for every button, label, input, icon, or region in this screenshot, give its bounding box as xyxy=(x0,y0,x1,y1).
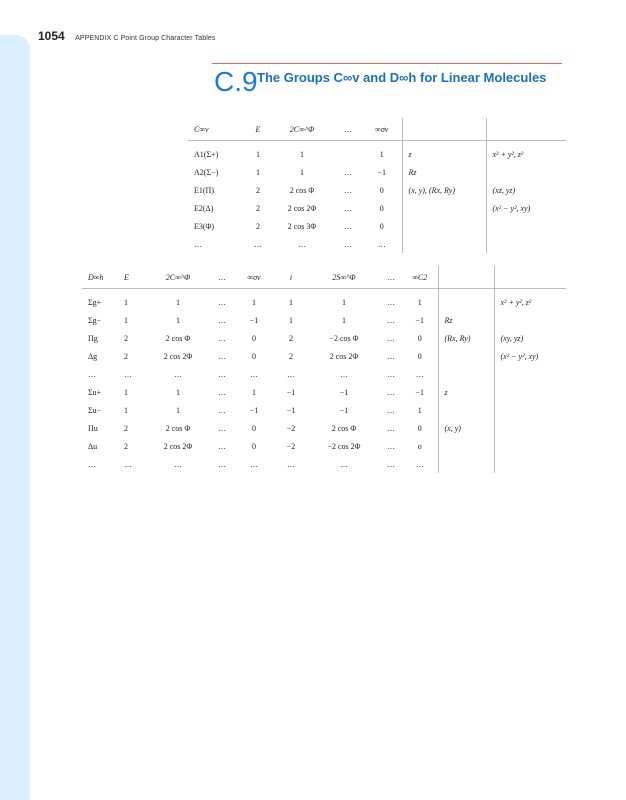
table-cell: 2 xyxy=(124,351,128,361)
table-header-cell: … xyxy=(210,266,234,289)
table-cell xyxy=(494,419,566,437)
table-cell: … xyxy=(340,459,348,469)
table-cell: E2(Δ) xyxy=(194,203,214,213)
table-cell xyxy=(334,145,362,163)
table-cell: … xyxy=(387,351,395,361)
table-cell xyxy=(494,383,566,401)
table-cell: (x² − y², xy) xyxy=(492,203,531,213)
table-header-cell xyxy=(494,266,566,289)
table-cell xyxy=(402,235,486,253)
table-cell: x² + y², z² xyxy=(500,297,532,307)
table-cell: −1 xyxy=(286,387,296,397)
table-cell: Rz xyxy=(402,163,486,181)
table-row xyxy=(188,217,566,235)
table-row xyxy=(82,311,566,329)
table-cell: 0 xyxy=(252,423,256,433)
table-cell xyxy=(494,365,566,383)
table-cell: −1 xyxy=(286,405,296,415)
table-header-cell xyxy=(438,266,494,289)
running-title: APPENDIX C Point Group Character Tables xyxy=(75,35,216,42)
table-row xyxy=(82,455,566,473)
table-cell: 2 cos 2Φ xyxy=(163,441,193,451)
table-row xyxy=(82,293,566,311)
table-header-cell xyxy=(486,118,566,141)
table-row xyxy=(188,145,566,163)
table-header-cell: E xyxy=(246,118,270,141)
table-cell: Σg− xyxy=(88,315,102,325)
table-cell: 2 cos 2Φ xyxy=(287,203,317,213)
table-row xyxy=(188,181,566,199)
table-cell: z xyxy=(402,145,486,163)
table-cell: … xyxy=(218,405,226,415)
table-cell: 2 cos Φ xyxy=(331,423,357,433)
table-cell: 1 xyxy=(289,297,293,307)
table-cell: … xyxy=(387,297,395,307)
table-cell: Rz xyxy=(438,311,494,329)
table-header-cell: 2C∞^Φ xyxy=(270,118,334,141)
table-cell: (Rx, Ry) xyxy=(438,329,494,347)
table-cell: −1 xyxy=(339,405,349,415)
table-cell: … xyxy=(254,239,262,249)
table-cell: … xyxy=(174,459,182,469)
section-number: C.9 xyxy=(214,66,258,97)
table-cell xyxy=(402,199,486,217)
table-cell: … xyxy=(387,423,395,433)
table-cell: … xyxy=(218,315,226,325)
table-cell: E3(Φ) xyxy=(194,221,215,231)
table-cell: … xyxy=(218,351,226,361)
page-number: 1054 xyxy=(38,29,65,43)
table-cell: … xyxy=(287,459,295,469)
table-header-cell: ∞C2 xyxy=(402,266,438,289)
table-cell: 2 xyxy=(289,351,293,361)
table-row xyxy=(82,437,566,455)
table-cell: … xyxy=(402,365,438,383)
table-row xyxy=(82,401,566,419)
table-header-cell: … xyxy=(380,266,402,289)
table-header-row xyxy=(82,266,566,289)
table-cell: … xyxy=(344,185,352,195)
table-cell: E1(Π) xyxy=(194,185,214,195)
table-cell: −1 xyxy=(249,405,259,415)
table-cell: 2 xyxy=(124,333,128,343)
table-cell: … xyxy=(387,333,395,343)
table-cell: 1 xyxy=(124,297,128,307)
table-cell: … xyxy=(218,333,226,343)
table-cell: (x² − y², xy) xyxy=(500,351,539,361)
table-header-cell: E xyxy=(118,266,146,289)
table-cell: x² + y², z² xyxy=(492,149,524,159)
table-row xyxy=(82,419,566,437)
table-cell: … xyxy=(194,239,202,249)
table-header-row xyxy=(188,118,566,141)
table-cell xyxy=(402,217,486,235)
table-cell: … xyxy=(124,459,132,469)
table-cell: 0 xyxy=(362,181,402,199)
table-cell: (x, y) xyxy=(438,419,494,437)
table-cell: 1 xyxy=(256,149,260,159)
table-cell: … xyxy=(362,235,402,253)
table-header-cell: C∞v xyxy=(188,118,246,141)
table-header-cell xyxy=(402,118,486,141)
table-cell: −2 xyxy=(286,441,296,451)
table-cell: 1 xyxy=(176,405,180,415)
table-cell xyxy=(486,163,566,181)
table-cell: … xyxy=(250,459,258,469)
table-cell: o xyxy=(402,437,438,455)
table-cell: 1 xyxy=(176,297,180,307)
table-header-cell: ∞σv xyxy=(234,266,274,289)
table-cell: … xyxy=(344,203,352,213)
table-cell: −2 cos 2Φ xyxy=(327,441,361,451)
table-cell: … xyxy=(340,369,348,379)
table-cell: 1 xyxy=(342,315,346,325)
table-cell: 1 xyxy=(252,387,256,397)
table-cell: −1 xyxy=(402,311,438,329)
table-cell: A1(Σ+) xyxy=(194,149,219,159)
table-row xyxy=(82,365,566,383)
table-header-cell: 2C∞^Φ xyxy=(146,266,210,289)
table-cell: Πu xyxy=(88,423,98,433)
table-cell: … xyxy=(387,441,395,451)
table-cell: 2 cos Φ xyxy=(165,333,191,343)
table-cell: 1 xyxy=(342,297,346,307)
table-cell: −1 xyxy=(249,315,259,325)
table-cell: 2 xyxy=(256,221,260,231)
table-cell: … xyxy=(218,441,226,451)
table-cell xyxy=(438,437,494,455)
table-header-cell: i xyxy=(274,266,308,289)
table-cell: 1 xyxy=(300,149,304,159)
table-cell: 2 cos 2Φ xyxy=(163,351,193,361)
table-cell: 2 xyxy=(124,423,128,433)
table-cell: 1 xyxy=(256,167,260,177)
table-cell: … xyxy=(344,167,352,177)
table-cell xyxy=(494,401,566,419)
section-title: The Groups C∞v and D∞h for Linear Molecules xyxy=(257,70,547,85)
table-cell xyxy=(494,437,566,455)
table-cell: Δu xyxy=(88,441,98,451)
table-cell: 0 xyxy=(402,419,438,437)
table-row xyxy=(188,199,566,217)
table-cell: 1 xyxy=(124,405,128,415)
table-cell: 1 xyxy=(176,387,180,397)
table-cell xyxy=(438,293,494,311)
table-row xyxy=(82,329,566,347)
table-cell: … xyxy=(218,459,226,469)
table-cell: … xyxy=(124,369,132,379)
table-cell: Σg+ xyxy=(88,297,102,307)
table-cell: 1 xyxy=(362,145,402,163)
table-cell: … xyxy=(218,387,226,397)
table-cell: … xyxy=(218,423,226,433)
table-cell: 2 cos Φ xyxy=(289,185,315,195)
table-cell xyxy=(494,455,566,473)
table-cell: 2 cos 3Φ xyxy=(287,221,317,231)
table-cell: 2 xyxy=(256,203,260,213)
table-header-cell: ∞σv xyxy=(362,118,402,141)
table-cell: 0 xyxy=(252,441,256,451)
table-cell: 1 xyxy=(289,315,293,325)
table-cell: 1 xyxy=(402,401,438,419)
table-cell: 0 xyxy=(362,217,402,235)
table-row xyxy=(82,347,566,365)
table-cell: 2 xyxy=(289,333,293,343)
table-cell: 2 cos 2Φ xyxy=(329,351,359,361)
table-cell: 1 xyxy=(124,315,128,325)
table-cell xyxy=(438,401,494,419)
table-cell: 2 xyxy=(256,185,260,195)
table-cell: Δg xyxy=(88,351,98,361)
side-margin-bar xyxy=(0,35,30,800)
table-cell: 0 xyxy=(402,329,438,347)
table-cell: … xyxy=(344,221,352,231)
table-cell: 1 xyxy=(124,387,128,397)
table-cell: A2(Σ−) xyxy=(194,167,219,177)
table-cell: (xy, yz) xyxy=(500,333,524,343)
table-cell: … xyxy=(88,459,96,469)
table-cell: … xyxy=(387,387,395,397)
table-cell xyxy=(438,455,494,473)
table-cell: 0 xyxy=(252,333,256,343)
table-cell xyxy=(486,217,566,235)
table-cell xyxy=(494,311,566,329)
table-cell: … xyxy=(218,297,226,307)
table-cell: … xyxy=(298,239,306,249)
table-cell: −1 xyxy=(402,383,438,401)
table-cell: … xyxy=(344,239,352,249)
table-cell: 0 xyxy=(402,347,438,365)
table-header-cell: … xyxy=(334,118,362,141)
table-cell xyxy=(438,365,494,383)
table-cell: 2 cos Φ xyxy=(165,423,191,433)
table-cell: 1 xyxy=(176,315,180,325)
table-cell: −2 cos Φ xyxy=(329,333,359,343)
table-cell: 0 xyxy=(362,199,402,217)
cinfv-character-table xyxy=(188,118,566,253)
table-cell: 1 xyxy=(300,167,304,177)
section-rule xyxy=(212,63,562,64)
dinfh-character-table xyxy=(82,266,566,473)
table-cell: … xyxy=(402,455,438,473)
table-cell xyxy=(438,347,494,365)
table-cell: 1 xyxy=(252,297,256,307)
table-row xyxy=(188,163,566,181)
table-cell: … xyxy=(174,369,182,379)
table-cell: … xyxy=(387,459,395,469)
table-header-cell: 2S∞^Φ xyxy=(308,266,380,289)
table-cell: Πg xyxy=(88,333,98,343)
table-cell xyxy=(486,235,566,253)
table-cell: … xyxy=(387,369,395,379)
table-cell: … xyxy=(250,369,258,379)
table-cell: −1 xyxy=(339,387,349,397)
table-cell: 2 xyxy=(124,441,128,451)
table-cell: … xyxy=(88,369,96,379)
table-cell: … xyxy=(387,315,395,325)
table-cell: … xyxy=(387,405,395,415)
table-cell: (x, y), (Rx, Ry) xyxy=(402,181,486,199)
table-cell: Σu− xyxy=(88,405,102,415)
table-row xyxy=(82,383,566,401)
table-cell: z xyxy=(438,383,494,401)
table-cell: 0 xyxy=(252,351,256,361)
table-cell: −1 xyxy=(362,163,402,181)
table-cell: … xyxy=(287,369,295,379)
table-row xyxy=(188,235,566,253)
table-cell: −2 xyxy=(286,423,296,433)
table-cell: … xyxy=(218,369,226,379)
table-cell: 1 xyxy=(402,293,438,311)
table-header-cell: D∞h xyxy=(82,266,118,289)
table-cell: Σu+ xyxy=(88,387,102,397)
table-cell: (xz, yz) xyxy=(492,185,516,195)
running-header xyxy=(38,27,216,45)
